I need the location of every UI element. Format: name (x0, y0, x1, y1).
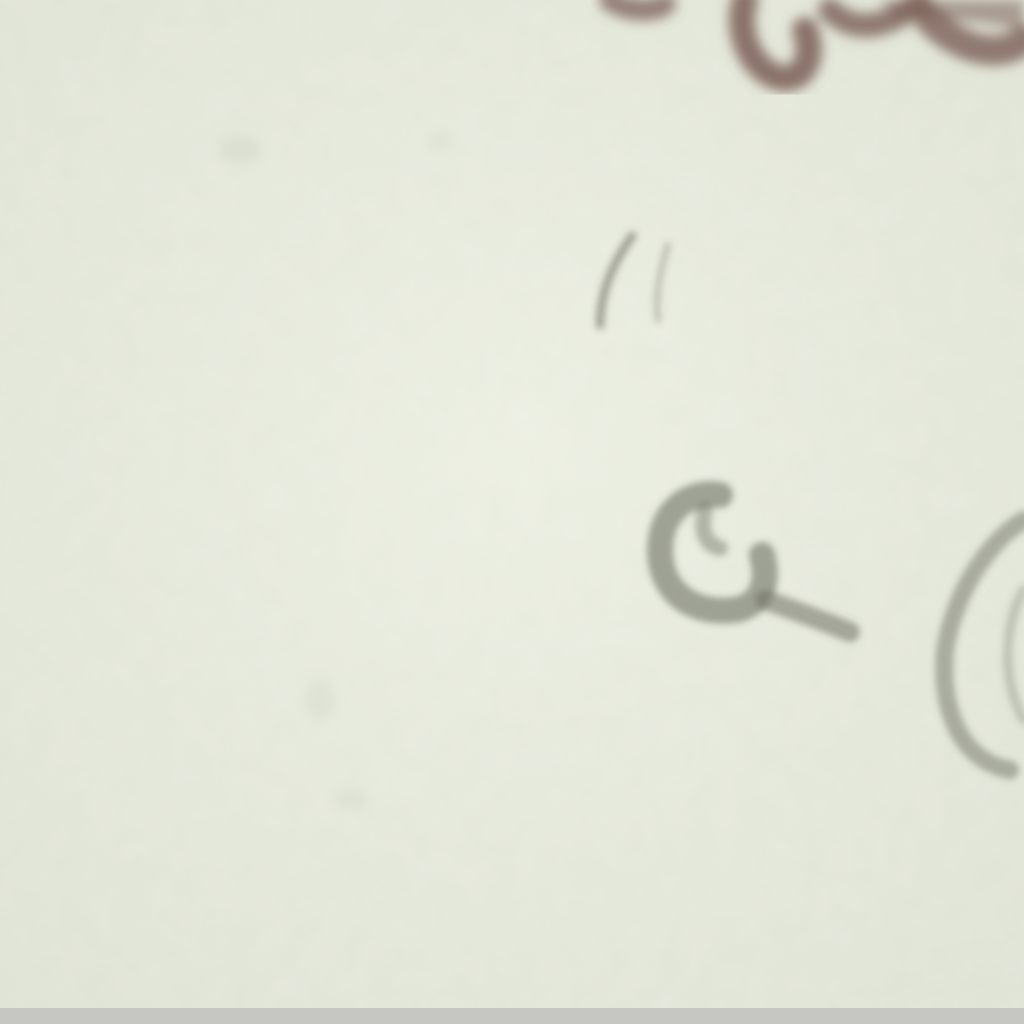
bottom-edge-strip (0, 1008, 1024, 1024)
